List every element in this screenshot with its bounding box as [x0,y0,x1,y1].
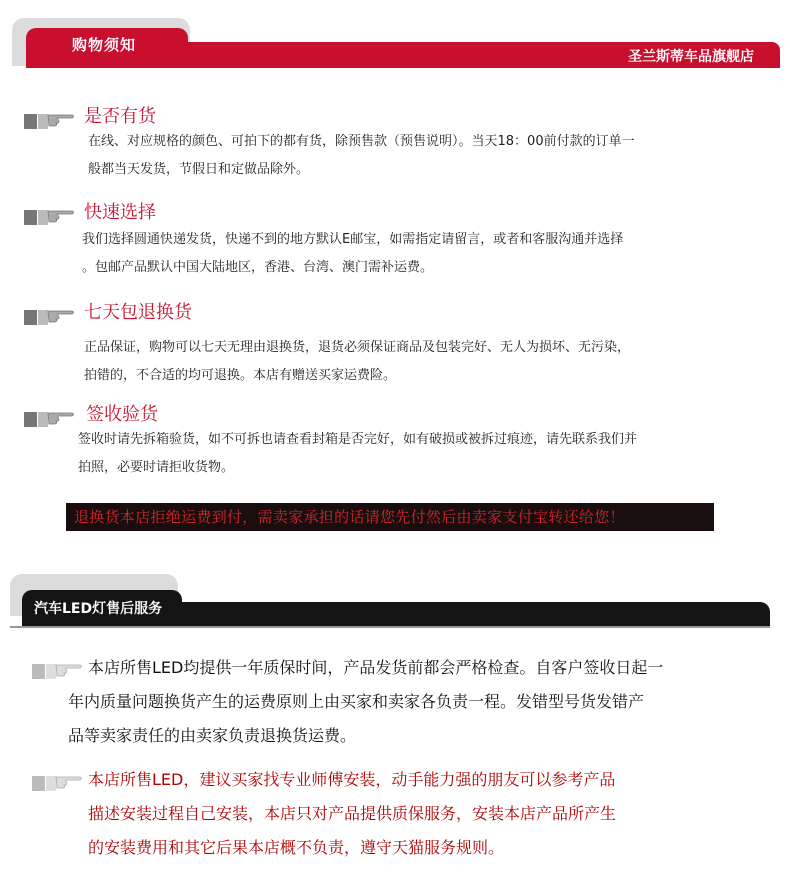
warranty-line-2: 年内质量问题换货产生的运费原则上由买家和卖家各负责一程。发错型号货发错产 [68,692,645,711]
install-line-2: 描述安装过程自己安装，本店只对产品提供质保服务，安装本店产品所产生 [88,804,617,823]
pointing-hand-icon [32,770,84,792]
item-title-stock: 是否有货 [84,106,156,127]
item-text-shipping: 我们选择圆通快递发货，快递不到的地方默认E邮宝，如需指定请留言，或者和客服沟通并选择 。包邮产品默认中国大陆地区，香港、台湾、澳门需补运费。 [82,232,624,275]
pointing-hand-icon [32,658,84,680]
pointing-hand-icon [24,204,76,226]
shop-name: 圣兰斯蒂车品旗舰店 [628,49,754,65]
install-line-1: 本店所售LED，建议买家找专业师傅安装，动手能力强的朋友可以参考产品 [88,770,616,789]
divider [10,626,770,628]
item-title-inspection: 签收验货 [86,404,158,425]
pointing-hand-icon [24,406,76,428]
pointing-hand-icon [24,108,76,130]
warranty-line-3: 品等卖家责任的由卖家负责退换货运费。 [68,726,357,745]
item-title-shipping: 快速选择 [84,202,156,223]
item-text-inspection: 签收时请先拆箱验货，如不可拆也请查看封箱是否完好，如有破损或被拆过痕迹，请先联系我们并 拍照，必要时请拒收货物。 [78,432,638,475]
item-text-stock: 在线、对应规格的颜色、可拍下的都有货，除预售款（预售说明）。当天18：00前付款的订单一 般都当天发货，节假日和定做品除外。 [88,134,635,177]
item-text-return: 正品保证，购物可以七天无理由退换货，退货必须保证商品及包装完好、无人为损坏、无污染， 拍错的，不合适的均可退换。本店有赠送买家运费险。 [84,340,631,383]
section-title: 购物须知 [72,36,137,54]
item-title-return: 七天包退换货 [84,302,192,323]
install-line-3: 的安装费用和其它后果本店概不负责，遵守天猫服务规则。 [88,838,505,857]
pointing-hand-icon [24,304,76,326]
notice-banner: 退换货本店拒绝运费到付，需卖家承担的话请您先付然后由卖家支付宝转还给您！ [66,503,714,531]
section-title: 汽车LED灯售后服务 [34,601,163,617]
warranty-line-1: 本店所售LED均提供一年质保时间，产品发货前都会严格检查。自客户签收日起一 [88,658,664,677]
